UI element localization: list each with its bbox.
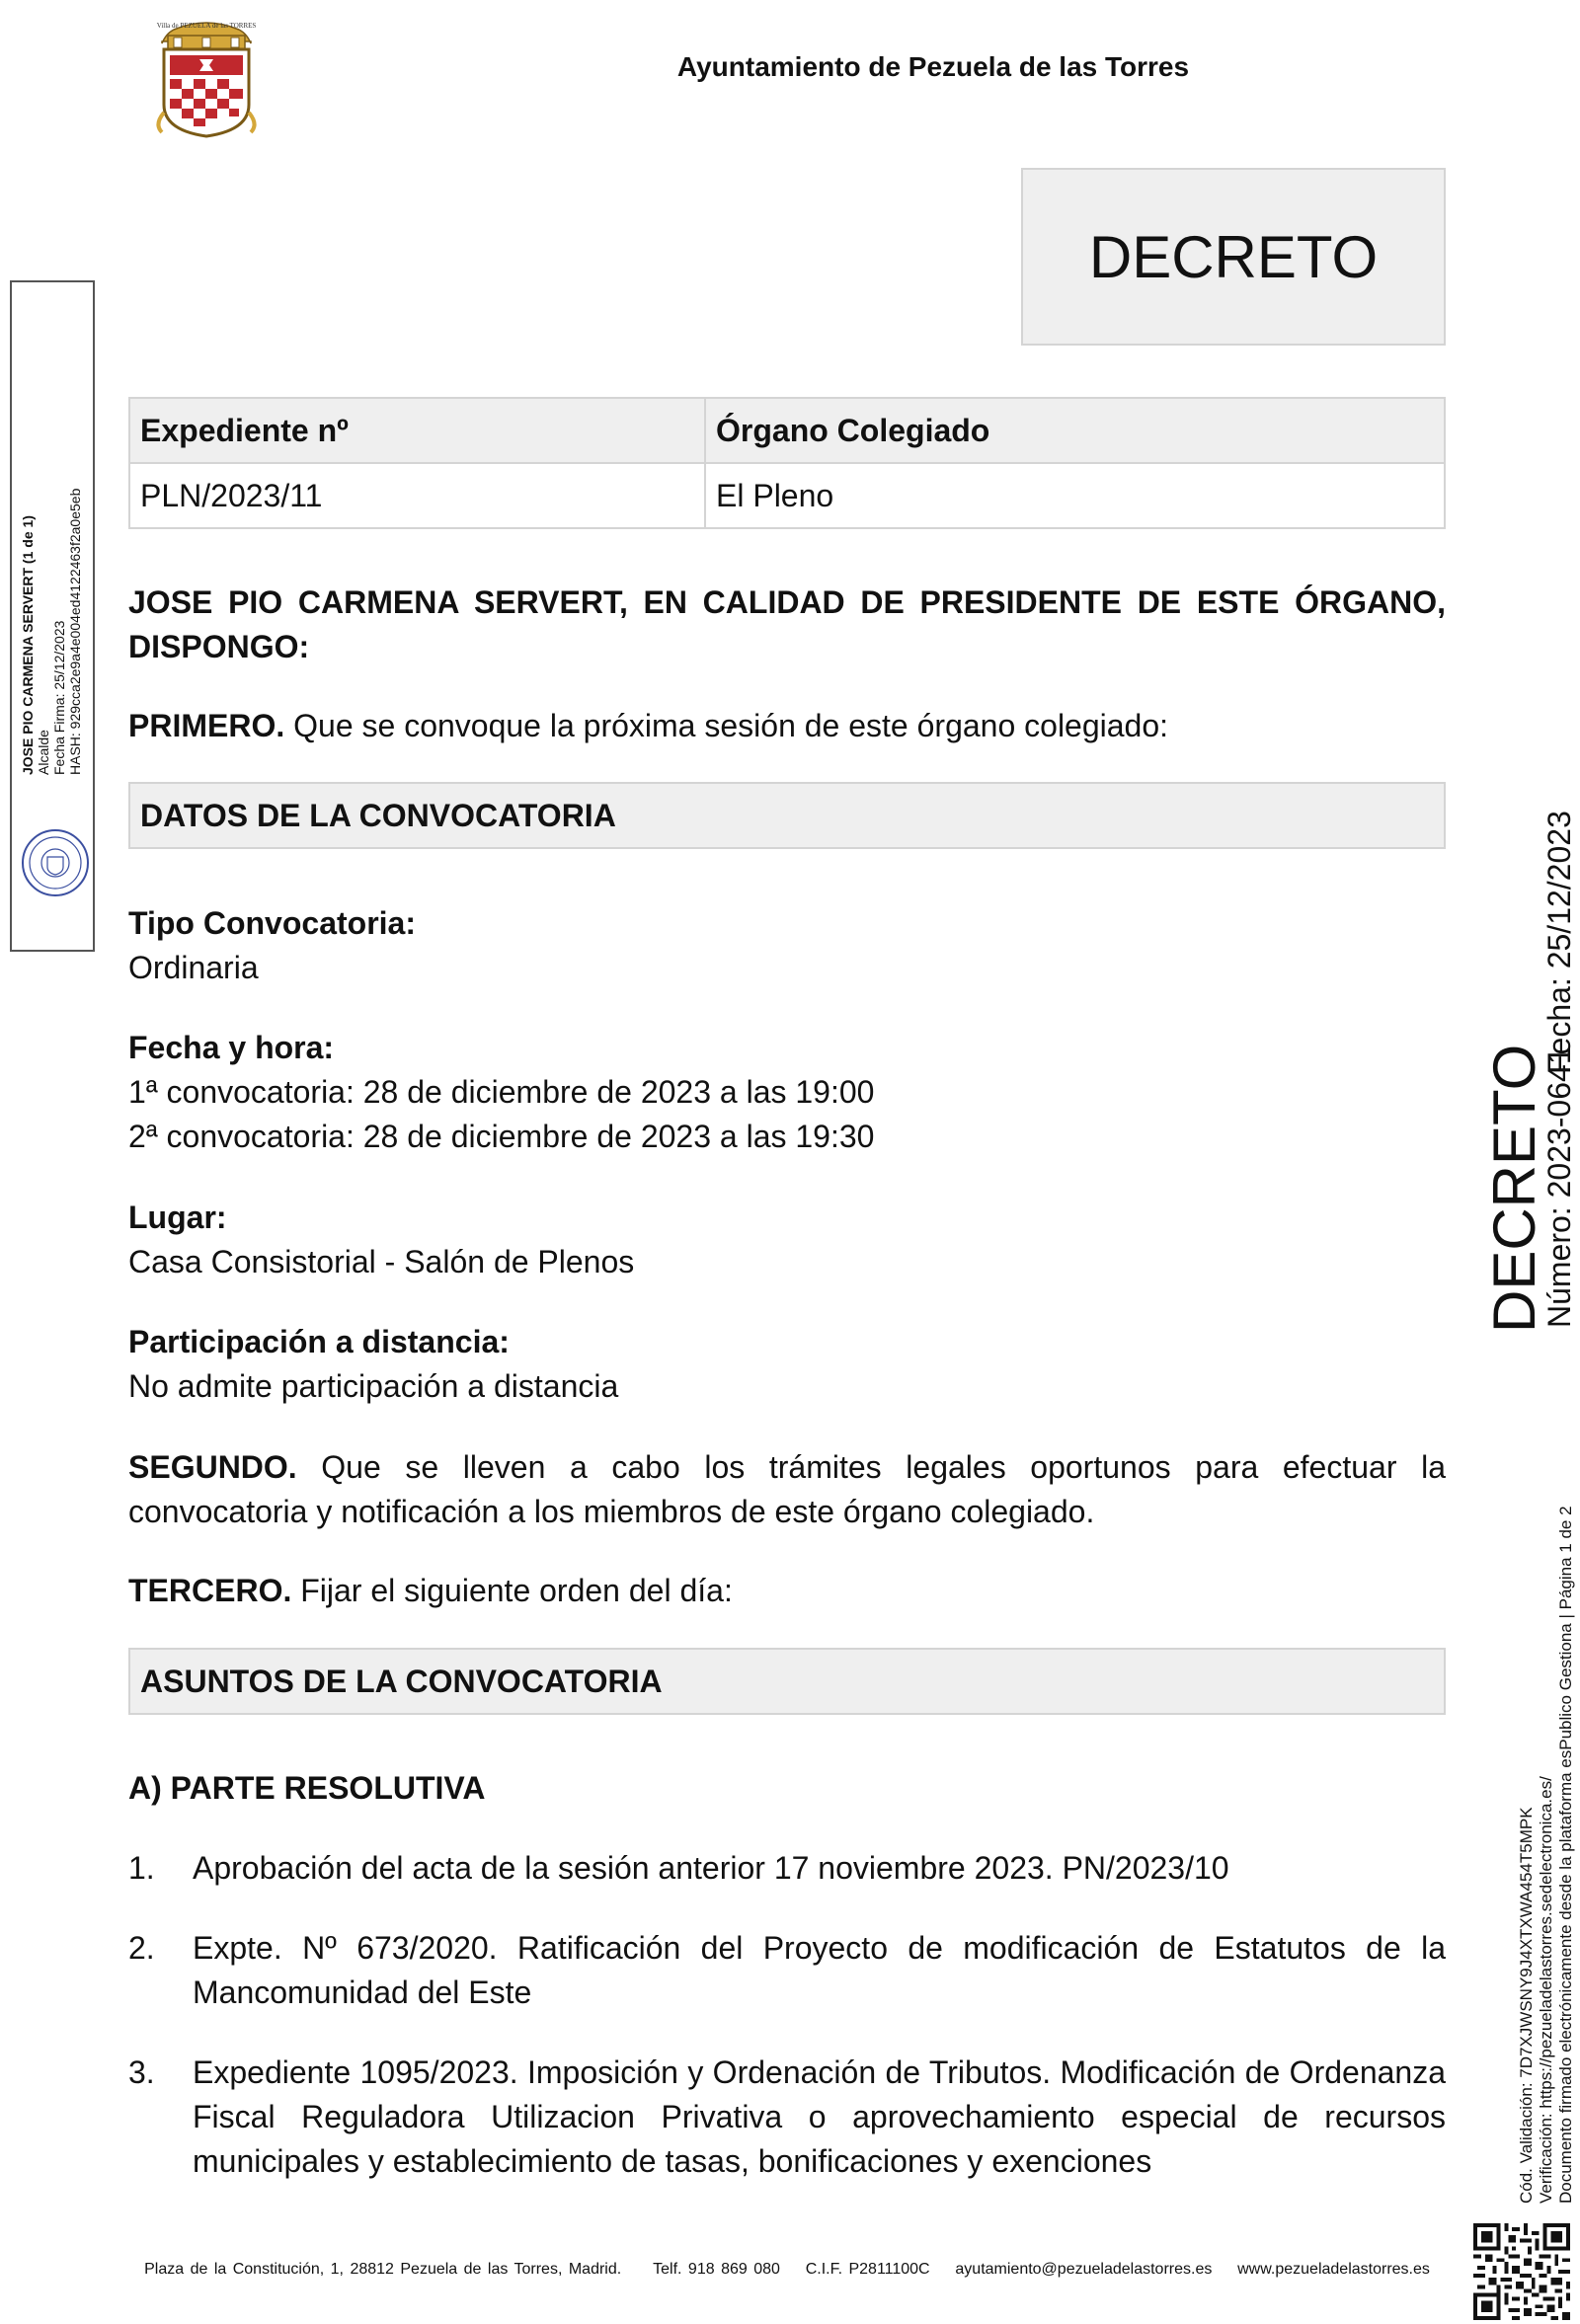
expediente-header: Expediente nº [129,398,705,463]
primera-convocatoria: 1ª convocatoria: 28 de diciembre de 2023 a las 19:00 [128,1074,875,1110]
tercero-label: TERCERO. [128,1573,292,1608]
segundo-paragraph [128,1445,1446,1534]
qr-code-icon [1473,2223,1570,2320]
organo-header: Órgano Colegiado [705,398,1445,463]
signature-details [20,489,83,775]
item-number: 3. [128,2054,155,2090]
agenda-list [128,1846,1446,2184]
primero-text: Que se convoque la próxima sesión de este órgano colegiado: [284,708,1169,743]
crest-motto: Villa de PEZUELA de las TORRES [156,22,257,30]
expediente-number: PLN/2023/11 [129,463,705,528]
side-decreto-label: DECRETO [1481,1044,1547,1333]
list-item [128,1926,1446,2015]
tipo-label: Tipo Convocatoria: [128,905,416,941]
validation-code: Cód. Validación: 7D7XJWSNY9J4XTXWA454T5MPK [1517,1807,1536,2204]
lugar-value: Casa Consistorial - Salón de Plenos [128,1244,635,1279]
table-header-row [129,398,1445,463]
item-number: 1. [128,1850,155,1886]
footer-cif: C.I.F. P2811100C [805,2261,930,2278]
participacion-label: Participación a distancia: [128,1324,510,1359]
verification-url: Verificación: https://pezueladelastorres.sedelectronica.es/ [1537,1776,1555,2204]
signature-date: Fecha Firma: 25/12/2023 [51,620,67,775]
platform-page-info: Documento firmado electrónicamente desde la plataforma esPublico Gestiona | Página 1 de 2 [1556,1506,1575,2204]
item-text: Expediente 1095/2023. Imposición y Ordenación de Tributos. Modificación de Ordenanza Fiscal Reguladora Utilizacion Privativa o aprovechamiento especial de recursos municipales y establecimiento de tasas, bonificaciones y exenciones [193,2054,1446,2179]
expediente-table [128,397,1446,529]
datos-convocatoria-header: DATOS DE LA CONVOCATORIA [128,782,1446,849]
document-type-box: DECRETO [1021,168,1446,346]
footer-website[interactable]: www.pezueladelastorres.es [1237,2261,1430,2278]
organization-name: Ayuntamiento de Pezuela de las Torres [676,51,1190,82]
footer-email[interactable]: ayutamiento@pezueladelastorres.es [955,2261,1213,2278]
list-item [128,1846,1446,1891]
parte-resolutiva-heading: A) PARTE RESOLUTIVA [128,1770,486,1806]
lugar-label: Lugar: [128,1200,227,1235]
primero-paragraph [128,704,1446,748]
asuntos-convocatoria-header: ASUNTOS DE LA CONVOCATORIA [128,1648,1446,1715]
organo-value: El Pleno [705,463,1445,528]
page-footer [128,2261,1446,2279]
footer-address: Plaza de la Constitución, 1, 28812 Pezuela de las Torres, Madrid. [144,2261,622,2278]
municipal-crest-logo [148,14,265,140]
validation-info [1517,1506,1576,2204]
town-seal-icon [20,827,91,898]
signature-hash: HASH: 929cca2e9a4e004ed4122463f2a0e5eb [67,488,83,775]
tercero-paragraph [128,1569,1446,1613]
footer-phone: Telf. 918 869 080 [653,2261,780,2278]
fecha-label: Fecha y hora: [128,1030,335,1065]
signer-name: JOSE PIO CARMENA SERVERT (1 de 1) [20,515,36,775]
tercero-text: Fijar el siguiente orden del día: [291,1573,733,1608]
item-text: Aprobación del acta de la sesión anterior 17 noviembre 2023. PN/2023/10 [193,1850,1229,1886]
segundo-label: SEGUNDO. [128,1449,297,1485]
tipo-value: Ordinaria [128,950,259,985]
item-text: Expte. Nº 673/2020. Ratificación del Proyecto de modificación de Estatutos de la Mancomunidad del Este [193,1930,1446,2010]
segunda-convocatoria: 2ª convocatoria: 28 de diciembre de 2023 a las 19:30 [128,1119,875,1154]
participacion-value: No admite participación a distancia [128,1368,619,1404]
decree-number: Número: 2023-0641 [1541,1046,1577,1328]
signer-role: Alcalde [36,730,51,775]
decree-date: Fecha: 25/12/2023 [1541,811,1577,1074]
segundo-text: Que se lleven a cabo los trámites legales oportunos para efectuar la convocatoria y notificación a los miembros de este órgano colegiado. [128,1449,1446,1529]
intro-statement: JOSE PIO CARMENA SERVERT, EN CALIDAD DE PRESIDENTE DE ESTE ÓRGANO, DISPONGO: [128,584,1446,664]
item-number: 2. [128,1930,155,1966]
table-row [129,463,1445,528]
primero-label: PRIMERO. [128,708,285,743]
list-item [128,2051,1446,2184]
